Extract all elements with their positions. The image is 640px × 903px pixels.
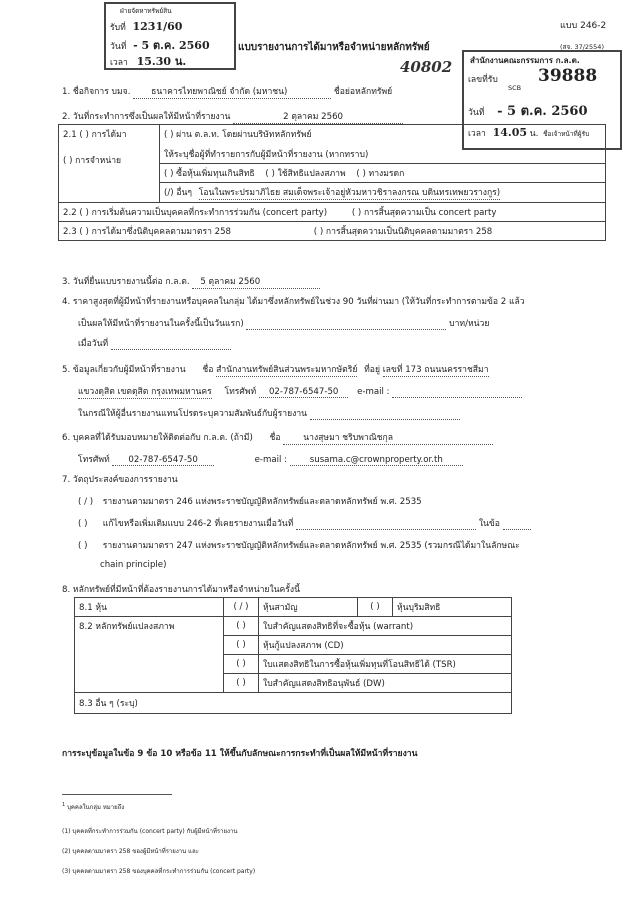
q6-tel-label: โทรศัพท์ xyxy=(78,455,110,465)
q4-line3-row xyxy=(78,336,231,350)
q5-tel-label: โทรศัพท์ xyxy=(224,387,257,397)
q7-opt1 xyxy=(78,494,422,508)
q7-opt1-text: รายงานตามมาตรา 246 แห่งพระราชบัญญัติหลักทรัพย์และตลาดหลักทรัพย์ พ.ศ. 2535 xyxy=(102,497,422,507)
stamp-office: สำนักงานคณะกรรมการ ก.ล.ต. xyxy=(470,56,580,65)
stamp-r-time-label: เวลา xyxy=(468,129,486,139)
q5-addr-label: ที่อยู่ xyxy=(364,365,380,375)
stamp-r-date: - 5 ต.ค. 2560 xyxy=(497,104,588,119)
q8-r1-t2: หุ้นบุริมสิทธิ xyxy=(392,598,511,617)
q1-row xyxy=(62,84,392,99)
q8-item-mark[interactable]: ( ) xyxy=(224,636,259,655)
stamp-r-received-no: 39888 xyxy=(538,66,598,86)
q8-r3: 8.3 อื่น ๆ (ระบุ) xyxy=(75,693,512,714)
q4-unit: บาท/หน่วย xyxy=(449,319,490,329)
q6-email-label: e-mail : xyxy=(254,455,288,465)
t-258-start: 2.3 ( ) การได้มาซึ่งนิติบุคคลตามมาตรา 258 xyxy=(63,227,232,237)
q5-relation xyxy=(310,409,460,420)
q7-opt2 xyxy=(78,516,531,530)
q8-r1-m1[interactable]: ( / ) xyxy=(224,598,259,617)
q8-item-text: ใบสำคัญแสดงสิทธิที่จะซื้อหุ้น (warrant) xyxy=(259,617,512,636)
q6-row2 xyxy=(78,452,463,466)
footnote-marker: 1 xyxy=(62,802,66,808)
q6-tel: 02-787-6547-50 xyxy=(112,455,213,466)
footnote-2: (2) บุคคลตามมาตรา 258 ของผู้มีหน้าที่รายงาน และ xyxy=(62,848,199,855)
q8-r1-m2[interactable]: ( ) xyxy=(357,598,392,617)
footnote-1: (1) บุคคลที่กระทำการร่วมกัน (concert party) กับผู้มีหน้าที่รายงาน xyxy=(62,828,238,835)
stamp-date: - 5 ต.ค. 2560 xyxy=(133,39,210,52)
q4-line2: เป็นผลให้มีหน้าที่รายงานในครั้งนี้เป็นวันแรก) xyxy=(78,319,244,329)
footnote-3: (3) บุคคลตามมาตรา 258 ของบุคคลที่กระทำการร่วมกัน (concert party) xyxy=(62,868,256,875)
q2-date: 2 ตุลาคม 2560 xyxy=(233,109,403,124)
q7-opt1-mark[interactable]: ( / ) xyxy=(78,497,94,507)
q5-label: 5. ข้อมูลเกี่ยวกับผู้มีหน้าที่รายงาน xyxy=(62,365,186,375)
stamp-time: 15.30 น. xyxy=(136,55,187,68)
q8-item-text: หุ้นกู้แปลงสภาพ (CD) xyxy=(259,636,512,655)
q4-line3: เมื่อวันที่ xyxy=(78,339,109,349)
form-code: แบบ 246-2 xyxy=(560,21,607,31)
q7-opt2-text: แก้ไขหรือเพิ่มเติมแบบ 246-2 ที่เคยรายงานเมื่อวันที่ xyxy=(102,519,294,529)
q6-name-label: ชื่อ xyxy=(269,433,281,443)
q5-email-label: e-mail : xyxy=(357,387,390,397)
stamp-r-time: 14.05 xyxy=(492,126,528,139)
q7-opt3-b: chain principle) xyxy=(100,560,167,570)
q5-addr: เลขที่ 173 ถนนนครราชสีมา xyxy=(383,362,489,377)
q2-row xyxy=(62,109,403,124)
q6-email: susama.c@crownproperty.or.th xyxy=(290,455,463,466)
q8-item-mark[interactable]: ( ) xyxy=(224,617,259,636)
t-dispose: ( ) การจำหน่าย xyxy=(63,156,122,166)
instruction: การระบุข้อมูลในข้อ 9 ข้อ 10 หรือข้อ 11 ให้ขึ้นกับลักษณะการกระทำที่เป็นผลให้มีหน้าที่รายงาน xyxy=(62,749,418,759)
q4-line1: 4. ราคาสูงสุดที่ผู้มีหน้าที่รายงานหรือบุคคลในกลุ่ม ได้มาซึ่งหลักทรัพย์ในช่วง 90 วันที่ผ่านมา (ให้วันที่กระทำการตามข้อ 2 แล้ว xyxy=(62,297,525,307)
stamp-time-label: เวลา xyxy=(110,58,128,68)
q7-opt3-text: รายงานตามมาตรา 247 แห่งพระราชบัญญัติหลักทรัพย์และตลาดหลักทรัพย์ พ.ศ. 2535 (รวมกรณีได้มาในลักษณะ xyxy=(102,541,520,551)
stamp-r-officer: ชื่อเจ้าหน้าที่ผู้รับ xyxy=(543,130,590,138)
q4-line2-row xyxy=(78,316,489,330)
stamp-company: ฝ่ายจัดหาทรัพย์สิน xyxy=(120,7,172,15)
t-concert-end: ( ) การสิ้นสุดความเป็น concert party xyxy=(351,208,497,218)
t-inheritance: ( ) ทางมรดก xyxy=(356,169,405,179)
t-other-mark: (/) xyxy=(164,188,174,198)
form-ref: (สจ. 37/2554) xyxy=(560,43,604,51)
stamp-r-time-suffix: น. xyxy=(529,129,539,139)
t-via-set: ( ) ผ่าน ต.ล.ท. โดยผ่านบริษัทหลักทรัพย์ xyxy=(164,130,312,140)
q8-item-text: ใบแสดงสิทธิในการซื้อหุ้นเพิ่มทุนที่โอนสิทธิได้ (TSR) xyxy=(259,655,512,674)
t-acquire: 2.1 ( ) การได้มา xyxy=(63,130,127,140)
stamp-received-no: 1231/60 xyxy=(132,20,183,33)
q7-label: 7. วัตถุประสงค์ของการรายงาน xyxy=(62,475,178,485)
stamp-r-received-label: เลขที่รับ xyxy=(468,75,498,85)
footnote-heading-row xyxy=(62,802,124,812)
q5-row2 xyxy=(78,384,522,399)
q5-note: ในกรณีให้ผู้อื่นรายงานแทนโปรดระบุความสัมพันธ์กับผู้รายงาน xyxy=(78,409,308,419)
q5-row3 xyxy=(78,406,460,420)
q6-name: นางสุษมา ชริบพาณิชกุล xyxy=(283,430,493,445)
q8-item-text: ใบสำคัญแสดงสิทธิอนุพันธ์ (DW) xyxy=(259,674,512,693)
t-other-label: อื่นๆ xyxy=(176,188,192,198)
q7-opt2-tail: ในข้อ xyxy=(478,519,500,529)
q6-label: 6. บุคคลที่ได้รับมอบหมายให้ติดต่อกับ ก.ล.ต. (ถ้ามี) xyxy=(62,433,253,443)
q8-r2: 8.2 หลักทรัพย์แปลงสภาพ xyxy=(75,617,224,693)
t-concert-start: 2.2 ( ) การเริ่มต้นความเป็นบุคคลที่กระทำการร่วมกัน (concert party) xyxy=(63,208,328,218)
t-other-value: โอนในพระปรมาภิไธย สมเด็จพระเจ้าอยู่หัวมหาวชิราลงกรณ บดินทรเทพยวรางกูร) xyxy=(199,185,500,200)
q7-opt3 xyxy=(78,538,520,552)
q5-name-label: ชื่อ xyxy=(202,365,214,375)
q8-item-mark[interactable]: ( ) xyxy=(224,655,259,674)
q8-r1: 8.1 หุ้น xyxy=(75,598,224,617)
q7-opt3-mark[interactable]: ( ) xyxy=(78,541,88,551)
t-conversion: ( ) ใช้สิทธิแปลงสภาพ xyxy=(265,169,346,179)
q5-name: สำนักงานทรัพย์สินส่วนพระมหากษัตริย์ xyxy=(216,362,357,377)
q5-tel: 02-787-6547-50 xyxy=(259,387,348,398)
q1-company: ธนาคารไทยพาณิชย์ จำกัด (มหาชน) xyxy=(133,84,331,99)
q8-item-mark[interactable]: ( ) xyxy=(224,674,259,693)
q4-price xyxy=(246,319,446,330)
handwritten-number: 40802 xyxy=(400,58,453,76)
q8-label: 8. หลักทรัพย์ที่มีหน้าที่ต้องรายงานการได้มาหรือจำหน่ายในครั้งนี้ xyxy=(62,585,300,595)
q7-opt2-item xyxy=(503,519,531,530)
q1-ticker-label: ชื่อย่อหลักทรัพย์ xyxy=(333,87,393,97)
q1-label: 1. ชื่อกิจการ บมจ. xyxy=(62,87,131,97)
q5-email xyxy=(392,387,522,398)
t-counterparty: ให้ระบุชื่อผู้ที่ทำรายการกับผู้มีหน้าที่รายงาน (หากทราบ) xyxy=(164,150,369,160)
q3-date: 5 ตุลาคม 2560 xyxy=(192,274,320,289)
stamp-date-label: วันที่ xyxy=(110,42,127,52)
q5-addr2: แขวงดุสิต เขตดุสิต กรุงเทพมหานคร xyxy=(78,384,212,399)
q3-label: 3. วันที่ยื่นแบบรายงานนี้ต่อ ก.ล.ต. xyxy=(62,277,190,287)
q2-label: 2. วันที่กระทำการซึ่งเป็นผลให้มีหน้าที่รายงาน xyxy=(62,112,231,122)
q7-opt2-mark[interactable]: ( ) xyxy=(78,519,88,529)
received-stamp-left xyxy=(104,2,236,70)
form-title: แบบรายงานการได้มาหรือจำหน่ายหลักทรัพย์ xyxy=(238,42,430,53)
stamp-r-date-label: วันที่ xyxy=(468,108,485,118)
footnote-divider xyxy=(62,794,172,795)
q3-row xyxy=(62,274,320,289)
stamp-r-scb: SCB xyxy=(508,84,522,92)
stamp-received-label: รับที่ xyxy=(110,23,126,33)
securities-table xyxy=(74,597,512,714)
footnote-heading: บุคคลในกลุ่ม หมายถึง xyxy=(67,804,125,811)
action-table xyxy=(58,124,606,241)
q6-row1 xyxy=(62,430,493,445)
q4-price-date xyxy=(111,339,231,350)
t-rights-offer: ( ) ซื้อหุ้นเพิ่มทุนเกินสิทธิ xyxy=(164,169,255,179)
q8-r1-t1: หุ้นสามัญ xyxy=(259,598,358,617)
q5-row1 xyxy=(62,362,489,377)
t-258-end: ( ) การสิ้นสุดความเป็นนิติบุคคลตามมาตรา 258 xyxy=(313,227,493,237)
q7-opt2-date xyxy=(296,519,476,530)
